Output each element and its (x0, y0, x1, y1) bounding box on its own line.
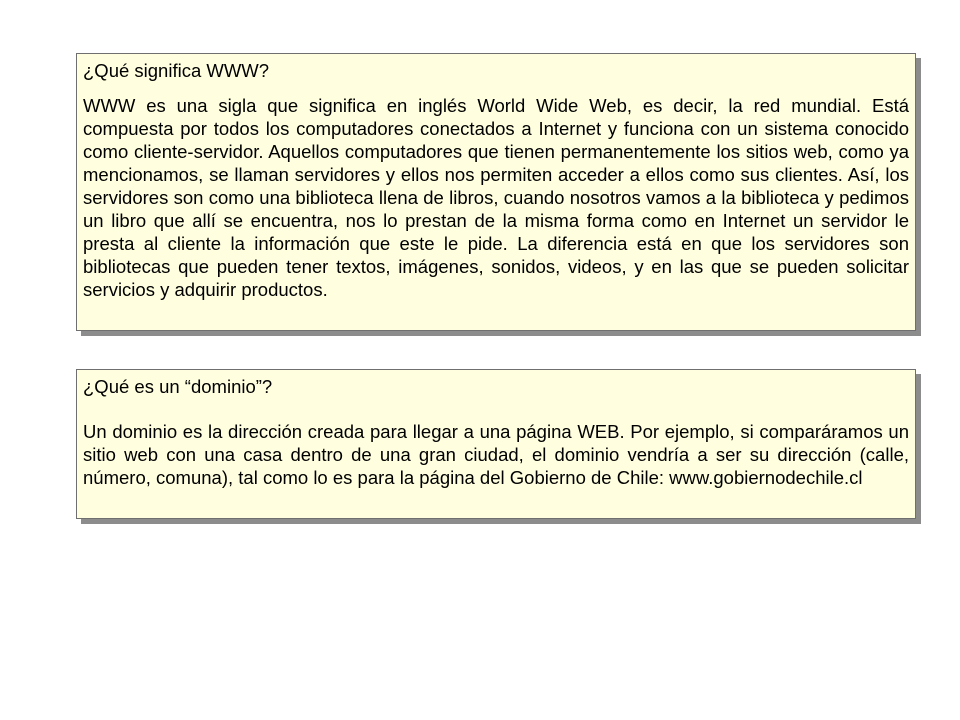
domain-definition-card (76, 369, 916, 519)
domain-question-title: ¿Qué es un “dominio”? (83, 376, 273, 397)
www-answer-text: WWW es una sigla que significa en inglés World Wide Web, es decir, la red mundial. Está compuesta por todos los computadores conectados a Internet y funciona con un sistema conocido como cliente-servidor. Aquellos computadores que tienen permanentemente los sitios web, como ya mencionamos, se llaman servidores y ellos nos permiten acceder a ellos como sus clientes. Así, los servidores son como una biblioteca llena de libros, cuando nosotros vamos a la biblioteca y pedimos un libro que allí se encuentra, nos lo prestan de la misma forma como en Internet un servidor le presta al cliente la información que este le pide. La diferencia está en que los servidores son bibliotecas que pueden tener textos, imágenes, sonidos, videos, y en las que se pueden solicitar servicios y adquirir productos. (83, 95, 909, 300)
domain-answer-text: Un dominio es la dirección creada para llegar a una página WEB. Por ejemplo, si comparáramos un sitio web con una casa dentro de una gran ciudad, el dominio vendría a ser su dirección (calle, número, comuna), tal como lo es para la página del Gobierno de Chile: www.gobiernodechile.cl (83, 421, 909, 488)
www-question-title: ¿Qué significa WWW? (83, 60, 270, 81)
www-definition-card (76, 53, 916, 331)
